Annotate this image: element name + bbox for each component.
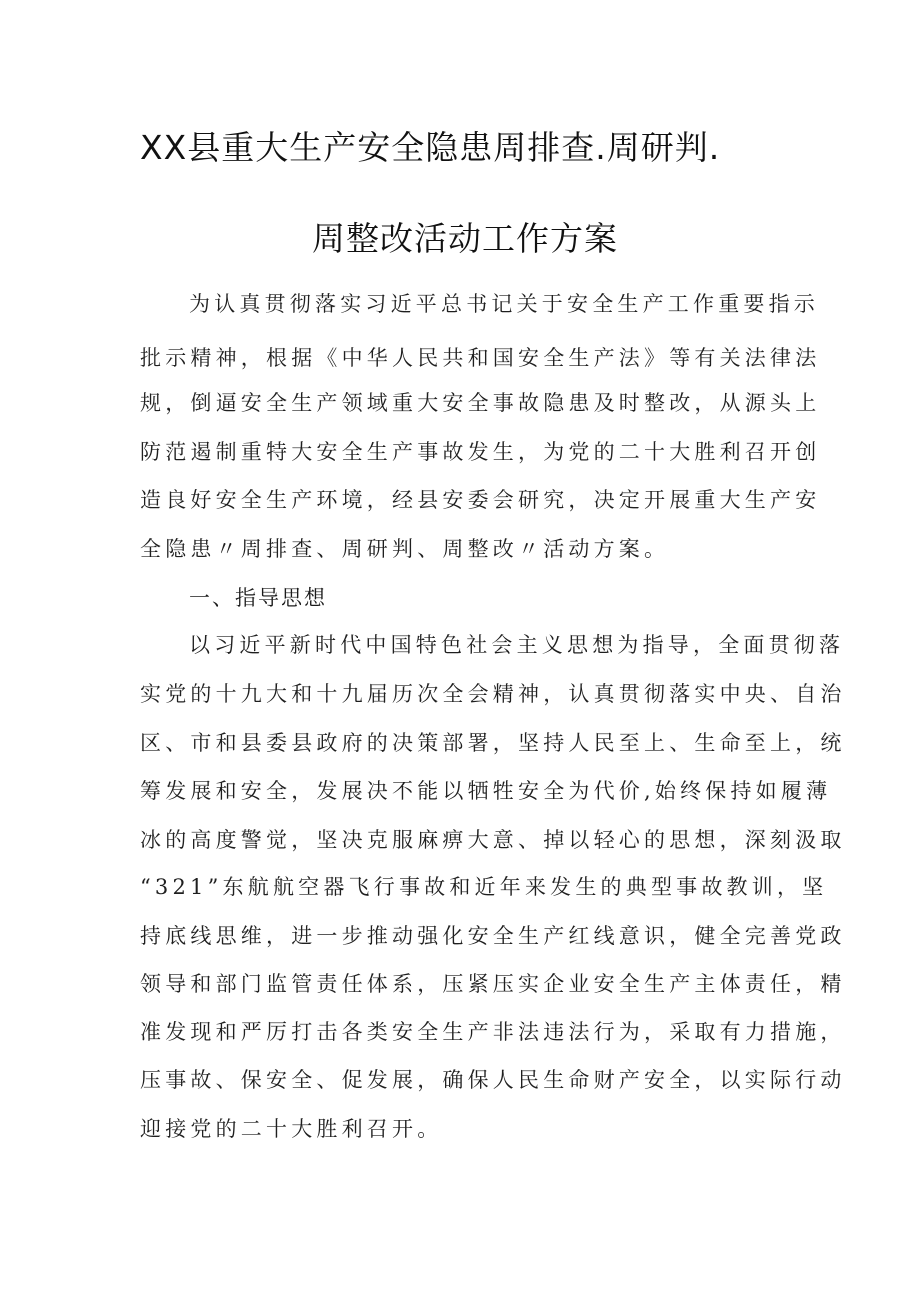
body-line: 区、市和县委县政府的决策部署，坚持人民至上、生命至上，统: [140, 731, 846, 755]
intro-line: 批示精神，根据《中华人民共和国安全生产法》等有关法律法: [140, 346, 821, 370]
intro-line: 为认真贯彻落实习近平总书记关于安全生产工作重要指示: [189, 292, 819, 316]
document-title-line-2: 周整改活动工作方案: [312, 219, 618, 258]
intro-line: 全隐患〃周排查、周研判、周整改〃活动方案。: [140, 537, 670, 561]
section-heading: 一、指导思想: [189, 586, 327, 610]
intro-line: 规，倒逼安全生产领域重大安全事故隐患及时整改，从源头上: [140, 391, 821, 415]
body-line: 迎接党的二十大胜利召开。: [140, 1117, 443, 1141]
body-line: 冰的高度警觉，坚决克服麻痹大意、掉以轻心的思想，深刻汲取: [140, 828, 846, 852]
document-title-line-1: XX县重大生产安全隐患周排查.周研判.: [140, 128, 721, 167]
intro-line: 造良好安全生产环境，经县安委会研究，决定开展重大生产安: [140, 488, 821, 512]
body-line: 筹发展和安全，发展决不能以牺牲安全为代价,始终保持如履薄: [140, 779, 832, 803]
intro-line: 防范遏制重特大安全生产事故发生，为党的二十大胜利召开创: [140, 440, 821, 464]
body-line: 以习近平新时代中国特色社会主义思想为指导，全面贯彻落: [189, 633, 845, 657]
body-line: 持底线思维，进一步推动强化安全生产红线意识，健全完善党政: [140, 924, 846, 948]
body-line: 压事故、保安全、促发展，确保人民生命财产安全，以实际行动: [140, 1068, 846, 1092]
body-line: 实党的十九大和十九届历次全会精神，认真贯彻落实中央、自治: [140, 682, 846, 706]
body-line: “321”东航航空器飞行事故和近年来发生的典型事故教训，坚: [140, 875, 828, 899]
body-line: 领导和部门监管责任体系，压紧压实企业安全生产主体责任，精: [140, 972, 846, 996]
body-line: 准发现和严厉打击各类安全生产非法违法行为，采取有力措施，: [140, 1020, 846, 1044]
